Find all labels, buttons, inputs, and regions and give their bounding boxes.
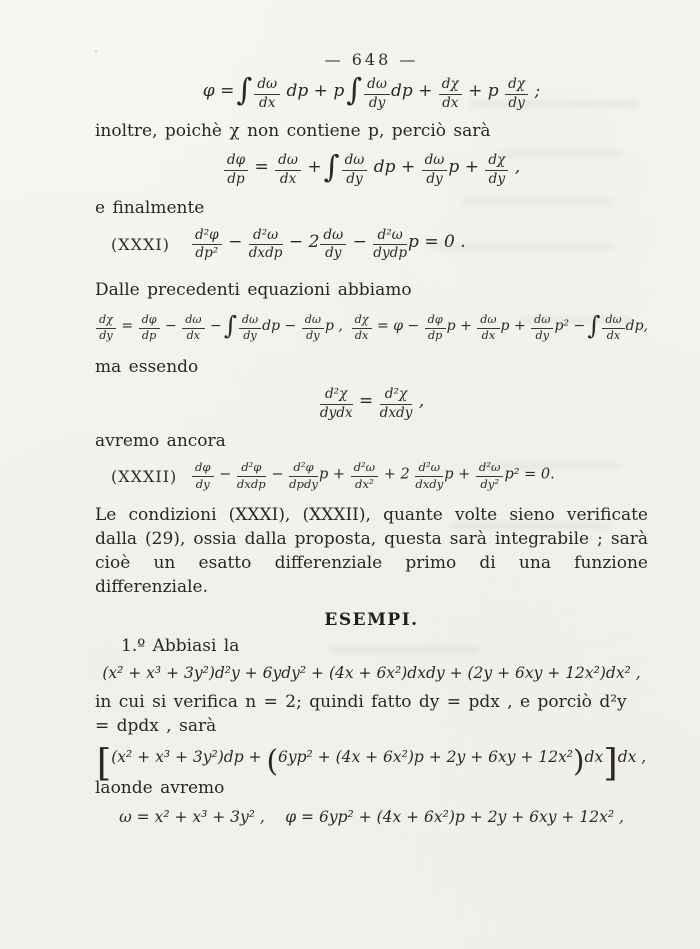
paragraph-in-cui: in cui si verifica n = 2; quindi fatto dy = pdx , e porciò d²y = dpdx , sarà xyxy=(95,691,627,736)
paragraph-inoltre: inoltre, poichè χ non contiene p, perciò sarà xyxy=(95,121,491,142)
equation-differential-expression-row xyxy=(95,664,648,682)
paragraph-laonde: laonde avremo xyxy=(95,777,225,798)
equation-xxxii-row xyxy=(95,461,648,491)
paper-speck xyxy=(95,50,97,52)
equation-mixed-partials-row xyxy=(95,387,648,421)
equation-phi-integral-row xyxy=(95,73,648,111)
equation-dchi-dx: $\frac{d\chi}{dx}$ = φ − $\frac{d\varphi}{dp}$ p + $\frac{d\omega}{dx}$ p + $\frac{d\omega}{dy}$ p² −∫ $\frac{d\omega}{dx}$ dp, xyxy=(351,314,648,343)
equation-phi-integral: φ =∫ $\frac{d\omega}{dx}$ dp + p∫ $\frac{d\omega}{dy}$ dp + $\frac{d\chi}{dx}$ + p $\frac{d\chi}{dy}$ ; xyxy=(202,73,541,111)
equation-omega-phi: ω = x² + x³ + 3y² , φ = 6yp² + (4x + 6x²)p + 2y + 6xy + 12x² , xyxy=(119,808,624,827)
equation-pair-row xyxy=(95,310,648,343)
equation-xxxi: $\frac{\text{d²φ}}{\text{dp²}}$ − $\frac{\text{d²ω}}{\text{dxdp}}$ − 2 $\frac{d\omega}{dy}$ − $\frac{\text{d²ω}}{\text{dydp}}$ p = 0 . xyxy=(191,228,466,262)
equation-xxxii: $\frac{d\varphi}{dy}$ − $\frac{\text{d²φ}}{\text{dxdp}}$ − $\frac{\text{d²φ}}{\text{dpdy}}$ p + $\frac{\text{d²ω}}{\text{dx²}}$ + 2 $\frac{\text{d²ω}}{\text{dxdy}}$ p + $\frac{\text{d²ω}}{\text{dy²}}$ p² = 0. xyxy=(191,461,555,491)
equation-differential-expression: (x² + x³ + 3y²)d²y + 6ydy² + (4x + 6x²)dxdy + (2y + 6xy + 12x²)dx² , xyxy=(102,663,641,682)
equation-omega-phi-row xyxy=(95,808,648,826)
equation-dphi-dp-row xyxy=(95,149,648,187)
paragraph-le-condizioni: Le condizioni (XXXI), (XXXII), quante volte sieno verificate dalla (29), ossia dalla proposta, questa sarà integrabile ; sarà cioè un esatto differenziale primo di una funzione differenziale. xyxy=(95,505,648,598)
paragraph-avremo-ancora: avremo ancora xyxy=(95,431,226,452)
equation-mixed-partials: $\frac{\text{d²χ}}{\text{dydx}}$ = $\frac{\text{d²χ}}{\text{dxdy}}$ , xyxy=(319,386,425,421)
paragraph-ma-essendo: ma essendo xyxy=(95,356,199,377)
paragraph-e-finalmente: e finalmente xyxy=(95,197,205,218)
equation-label-xxxii: (XXXII) xyxy=(111,466,178,486)
equation-bracketed: [(x² + x³ + 3y²)dp + (6yp² + (4x + 6x²)p + 2y + 6xy + 12x²)dx]dx , xyxy=(96,740,647,785)
paragraph-abbiasi: 1.º Abbiasi la xyxy=(121,635,240,656)
equation-dchi-dy: $\frac{d\chi}{dy}$ = $\frac{d\varphi}{dp}$ − $\frac{d\omega}{dx}$ −∫ $\frac{d\omega}{dy}$ dp − $\frac{d\omega}{dy}$ p , xyxy=(95,314,343,343)
equation-dphi-dp: $\frac{d\varphi}{dp}$ = $\frac{d\omega}{dx}$ +∫ $\frac{d\omega}{dy}$ dp + $\frac{d\omega}{dy}$ p + $\frac{d\chi}{dy}$ , xyxy=(223,153,520,187)
equation-xxxi-row xyxy=(95,228,648,262)
page-number: — 648 — xyxy=(324,50,419,69)
equation-label-xxxi: (XXXI) xyxy=(111,235,170,255)
paragraph-dalle-precedenti: Dalle precedenti equazioni abbiamo xyxy=(95,280,412,300)
heading-esempi: ESEMPI. xyxy=(324,609,419,630)
equation-bracketed-row xyxy=(95,740,648,785)
